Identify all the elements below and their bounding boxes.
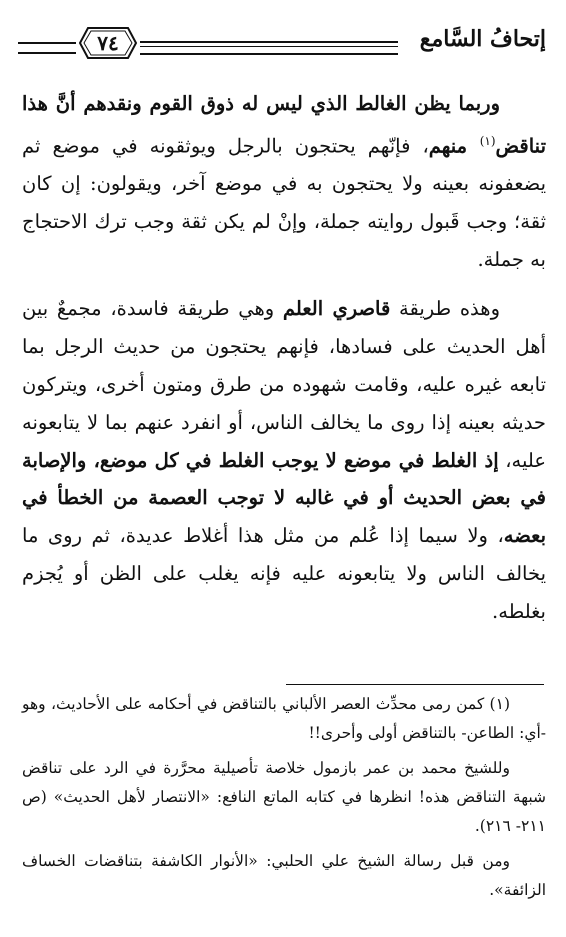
paragraph-1-bold-2: منهم bbox=[428, 134, 480, 158]
page-number-badge bbox=[78, 26, 138, 60]
header-rule-left bbox=[18, 42, 76, 54]
paragraph-2-text-a: وهذه طريقة bbox=[390, 297, 500, 321]
paragraph-1-text: ، فإنّهم يحتجون بالرجل ويوثقونه في موضع ثم يضعفونه بعينه ولا يحتجون به في موضع آخر، ويقولون: إن كان ثقة؛ وجب قَبول روايته جملة، وإنْ لم يكن ثقة وجب ترك الاحتجاج به جملة. bbox=[22, 134, 546, 271]
running-title: إتحافُ السَّامع bbox=[419, 26, 546, 52]
footnote-2: وللشيخ محمد بن عمر بازمول خلاصة تأصيلية محرَّرة في الرد على تناقض شبهة التناقض هذه! انظرها في كتابه الماتع النافع: «الانتصار لأهل الحديث» (ص ٢١١- ٢١٦). bbox=[22, 759, 546, 835]
paragraph-1 bbox=[22, 85, 546, 278]
paragraph-2-text-b: وهي طريقة فاسدة، مجمعٌ بين أهل الحديث على فسادها، فإنهم يحتجون من حديث الرجل بما تابعه غيره عليه، وقامت شهوده من طرق ومتون أخرى، ويتركون حديثه بعينه إذا روى ما يخالف الناس، أو انفرد عنهم بما لا يتابعونه عليه، bbox=[22, 297, 546, 472]
header-rule bbox=[140, 41, 398, 55]
paragraph-2-bold-b: إذ الغلط في موضع لا يوجب الغلط في كل موضع، والإصابة في بعض الحديث أو في غالبه لا توجب العصمة من الخطأ في بعضه bbox=[22, 448, 546, 548]
paragraph-2 bbox=[22, 290, 546, 630]
footnotes bbox=[22, 690, 546, 911]
footnote-separator bbox=[286, 684, 544, 685]
paragraph-2-text-c: ، ولا سيما إذا عُلم من مثل هذا أغلاط عديدة، ثم روى ما يخالف الناس ولا يتابعونه عليه فإنه يغلب على الظن أو يُجزم بغلطه. bbox=[22, 524, 546, 623]
paragraph-2-bold-a: قاصري العلم bbox=[282, 297, 391, 321]
footnote-3: ومن قبل رسالة الشيخ علي الحلبي: «الأنوار الكاشفة بتناقضات الخساف الزائفة». bbox=[22, 852, 546, 899]
footnote-marker[interactable]: (١) bbox=[479, 133, 496, 148]
page-number: ٧٤ bbox=[97, 31, 119, 55]
page-header bbox=[0, 24, 566, 76]
footnote-1: (١) كمن رمى محدِّث العصر الألباني بالتناقض في أحكامه على الأحاديث، وهو -أي: الطاعن- بالتناقض أولى وأحرى!! bbox=[22, 695, 546, 742]
paragraph-1-bold: وربما يظن الغالط الذي ليس له ذوق القوم ونقدهم أنَّ هذا تناقض bbox=[22, 92, 546, 158]
main-text bbox=[22, 85, 546, 643]
